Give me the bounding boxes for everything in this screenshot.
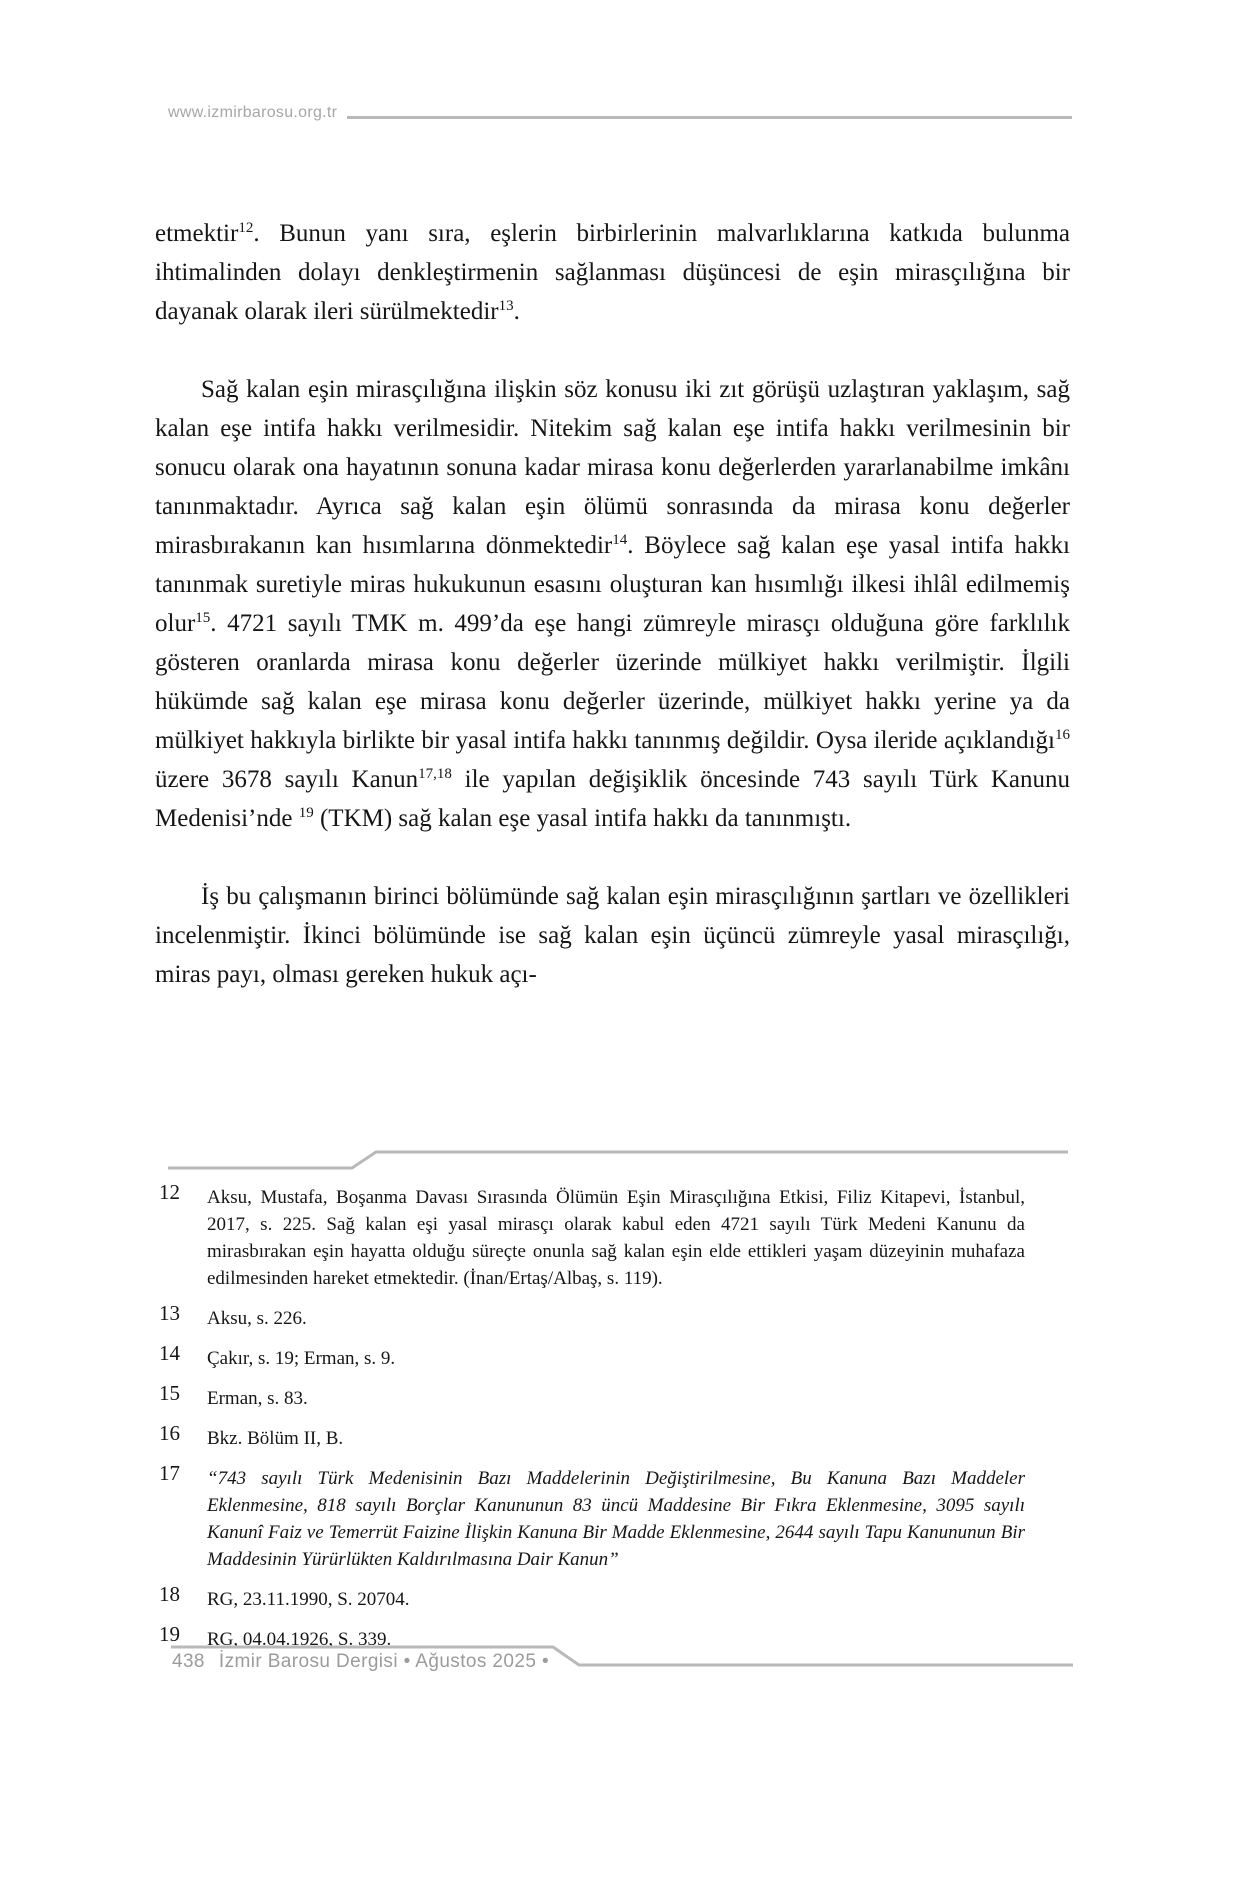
footnote-separator (155, 1144, 1075, 1174)
footnote-number: 17 (159, 1461, 180, 1485)
footnote-number: 15 (159, 1381, 180, 1405)
footnote-number: 13 (159, 1301, 180, 1325)
page-number: 438 (172, 1651, 205, 1672)
header-url-text: www.izmirbarosu.org.tr (168, 104, 338, 121)
italic-run: “743 sayılı Türk Medenisinin Bazı Maddelerinin Değiştirilmesine, Bu Kanuna Bazı Maddeler Eklenmesine, 818 sayılı Borçlar Kanununun 83 üncü Maddesine Bir Fıkra Eklenmesine, 3095 sayılı Kanunî Faiz ve Temerrüt Faizine İlişkin Kanuna Bir Madde Eklenmesine, 2644 sayılı Tapu Kanununun Bir Maddesinin Yürürlükten Kaldırılmasına Dair Kanun” (207, 1468, 1025, 1570)
header-rule (347, 116, 1072, 119)
article-body (155, 214, 1070, 1033)
footnote-item (155, 1461, 1025, 1573)
footnote-text: Aksu, s. 226. (207, 1308, 307, 1329)
footnote-item (155, 1341, 1025, 1372)
footnote-number: 16 (159, 1421, 180, 1445)
body-paragraph: İş bu çalışmanın birinci bölümünde sağ kalan eşin mirasçılığının şartları ve özellikleri incelenmiştir. İkinci bölümünde ise sağ kalan eşin üçüncü zümreyle yasal mirasçılığı, miras payı, olması gereken hukuk açı- (155, 883, 1070, 988)
footnote-item (155, 1421, 1025, 1452)
footnote-ref: 13 (498, 298, 514, 314)
footnote-ref: 15 (195, 610, 211, 626)
footnote-number: 19 (159, 1622, 180, 1646)
footnote-item (155, 1180, 1025, 1292)
footnote-text: Erman, s. 83. (207, 1388, 308, 1409)
footnote-number: 14 (159, 1341, 180, 1365)
journal-title: İzmir Barosu Dergisi • Ağustos 2025 • (218, 1651, 550, 1672)
footnote-ref: 12 (238, 220, 254, 236)
footnote-item (155, 1582, 1025, 1613)
footnotes-section (155, 1180, 1025, 1666)
footnote-ref: 16 (1055, 727, 1070, 743)
footnote-text: RG, 23.11.1990, S. 20704. (207, 1589, 410, 1610)
footnote-item (155, 1301, 1025, 1332)
body-paragraph: etmektir$^{12}$. Bunun yanı sıra, eşlerin birbirlerinin malvarlıklarına katkıda bulunma ihtimalinden dolayı denkleştirmenin sağlanması düşüncesi de eşin mirasçılığına bir dayanak olarak ileri sürülmektedir$^{13}$. (155, 220, 1070, 325)
footnote-number: 12 (159, 1180, 180, 1204)
footnote-text: Aksu, Mustafa, Boşanma Davası Sırasında Ölümün Eşin Mirasçılığına Etkisi, Filiz Kitapevi, İstanbul, 2017, s. 225. Sağ kalan eşi yasal mirasçı olarak kabul eden 4721 sayılı Türk Medeni Kanunu da mirasbırakan eşin hayatta olduğu süreçte onunla sağ kalan eşin elde ettikleri yaşam düzeyinin muhafaza edilmesinden hareket etmektedir. (İnan/Ertaş/Albaş, s. 119). (207, 1187, 1025, 1289)
page-footer (172, 1650, 549, 1674)
footnote-ref: 14 (612, 532, 628, 548)
footnote-text (207, 1468, 1025, 1570)
footnote-text: Çakır, s. 19; Erman, s. 9. (207, 1348, 396, 1369)
footnote-ref: 19 (298, 805, 314, 821)
body-paragraph: Sağ kalan eşin mirasçılığına ilişkin söz konusu iki zıt görüşü uzlaştıran yaklaşım, sağ kalan eşe intifa hakkı verilmesidir. Nitekim sağ kalan eşe intifa hakkı verilmesinin bir sonucu olarak ona hayatının sonuna kadar mirasa konu değerlerden yararlanabilme imkânı tanınmaktadır. Ayrıca sağ kalan eşin ölümü sonrasında da mirasa konu değerler mirasbırakanın kan hısımlarına dönmektedir$^{14}$. Böylece sağ kalan eşe yasal intifa hakkı tanınmak suretiyle miras hukukunun esasını oluşturan kan hısımlığı ilkesi ihlâl edilmemiş olur$^{15}$. 4721 sayılı TMK m. 499’da eşe hangi zümreyle mirasçı olduğuna göre farklılık gösteren oranlarda mirasa konu değerler üzerinde mülkiyet hakkı verilmiştir. İlgili hükümde sağ kalan eşe mirasa konu değerler üzerinde, mülkiyet hakkı yerine ya da mülkiyet hakkıyla birlikte bir yasal intifa hakkı tanınmış değildir. Oysa ileride açıklandığı$^{16}$ üzere 3678 sayılı Kanun$^{17,18}$ ile yapılan değişiklik öncesinde 743 sayılı Türk Kanunu Medenisi’nde $^{19}$ (TKM) sağ kalan eşe yasal intifa hakkı da tanınmıştı. (155, 376, 1070, 832)
page-header (168, 103, 1072, 123)
footnote-item (155, 1381, 1025, 1412)
footnote-number: 18 (159, 1582, 180, 1606)
footnote-ref: 17,18 (418, 766, 452, 782)
footnote-text: RG, 04.04.1926, S. 339. (207, 1629, 392, 1650)
footnote-text: Bkz. Bölüm II, B. (207, 1428, 344, 1449)
